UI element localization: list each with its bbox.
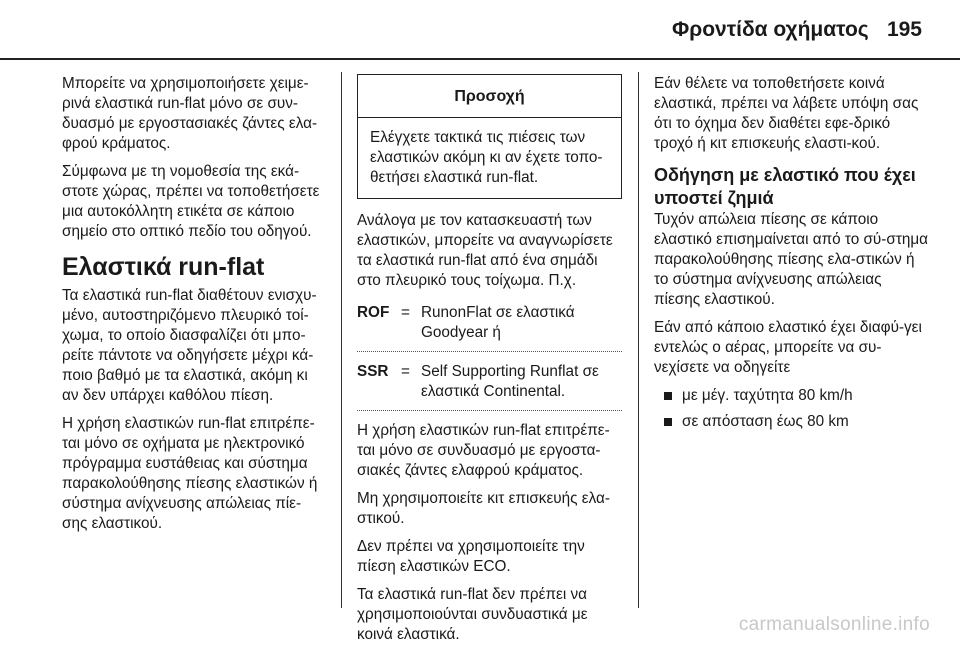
definition-equals: = [401,304,410,321]
bullet-text: με μέγ. ταχύτητα 80 km/h [682,387,853,404]
header-rule [0,58,960,60]
paragraph: Σύμφωνα με τη νομοθεσία της εκά-στοτε χώρας, πρέπει να τοποθετήσετε μια αυτοκόλλητη ετικέτα σε κάποιο σημείο στο οπτικό πεδίο του οδηγού. [62,163,320,240]
caution-title: Προσοχή [358,75,621,118]
paragraph: Μπορείτε να χρησιμοποιήσετε χειμε-ρινά ελαστικά run-flat μόνο σε συν-δυασμό με εργοστασιακές ζάντες ελα-φρού κράματος. [62,75,318,152]
page-number: 195 [886,18,922,41]
paragraph: Εάν θέλετε να τοποθετήσετε κοινά ελαστικά, πρέπει να λάβετε υπόψη σας ότι το όχημα δεν διαθέτει εφε-δρικό τροχό ή κιτ επισκευής ελαστι-κού. [654,75,919,152]
column-3 [654,74,929,438]
paragraph: Τα ελαστικά run-flat διαθέτουν ενισχυ-μένο, αυτοστηριζόμενο πλευρικό τοί-χωμα, το οποίο διασφαλίζει ότι μπο-ρείτε πάντοτε να οδηγήσετε μέχρι κά-ποιο βαθμό με τα ελαστικά, ακόμη κι αν δεν υπάρχει καθόλου πίεση. [62,287,317,404]
paragraph: Ανάλογα με τον κατασκευαστή των ελαστικών, μπορείτε να αναγνωρίσετε τα ελαστικά run-flat από ένα σημάδι στο πλευρικό τους τοίχωμα. Π.χ. [357,212,613,289]
column-divider-2 [638,72,639,608]
definition-description: Self Supporting Runflat σε ελαστικά Continental. [421,363,599,400]
definition-row [357,358,622,411]
bullet-item [664,412,929,432]
definition-equals: = [401,363,410,380]
paragraph: Τα ελαστικά run-flat δεν πρέπει να χρησιμοποιούνται συνδυαστικά με κοινά ελαστικά. [357,586,588,643]
watermark: carmanualsonline.info [738,614,930,635]
paragraph: Δεν πρέπει να χρησιμοποιείτε την πίεση ελαστικών ECO. [357,538,585,575]
paragraph: Μη χρησιμοποιείτε κιτ επισκευής ελα-στικού. [357,490,610,527]
definition-row [357,299,622,352]
column-1 [62,74,324,542]
section-heading: Οδήγηση με ελαστικό που έχει υποστεί ζημιά [654,165,916,208]
paragraph: Η χρήση ελαστικών run-flat επιτρέπε-ται μόνο σε οχήματα με ηλεκτρονικό πρόγραμμα ευστάθειας και σύστημα παρακολούθησης πίεσης ελαστικών ή σύστημα ανίχνευσης απώλειας πίε-σης ελαστικού. [62,415,318,532]
definition-list [357,299,622,411]
column-divider-1 [341,72,342,608]
caution-box [357,74,622,199]
definition-term: ROF [357,304,390,321]
square-bullet-icon [664,392,672,400]
paragraph: Τυχόν απώλεια πίεσης σε κάποιο ελαστικό επισημαίνεται από το σύ-στημα παρακολούθησης πίεσης ελα-στικών ή το σύστημα ανίχνευσης απώλειας πίεσης ελαστικού. [654,211,929,308]
paragraph: Εάν από κάποιο ελαστικό έχει διαφύ-γει εντελώς ο αέρας, μπορείτε να συ-νεχίσετε να οδηγείτε [654,319,922,376]
section-heading: Ελαστικά run-flat [62,253,265,281]
square-bullet-icon [664,418,672,426]
paragraph: Η χρήση ελαστικών run-flat επιτρέπε-ται μόνο σε συνδυασμό με εργοστα-σιακές ζάντες ελαφρού κράματος. [357,422,610,479]
definition-description: RunonFlat σε ελαστικά Goodyear ή [421,304,575,341]
column-2 [357,74,622,653]
bullet-text: σε απόσταση έως 80 km [682,413,849,430]
page-header-title: Φροντίδα οχήματος [672,18,869,41]
bullet-item [664,386,929,406]
caution-text: Ελέγχετε τακτικά τις πιέσεις των ελαστικών ακόμη κι αν έχετε τοπο-θετήσει ελαστικά run-flat. [370,129,603,186]
definition-term: SSR [357,363,389,380]
